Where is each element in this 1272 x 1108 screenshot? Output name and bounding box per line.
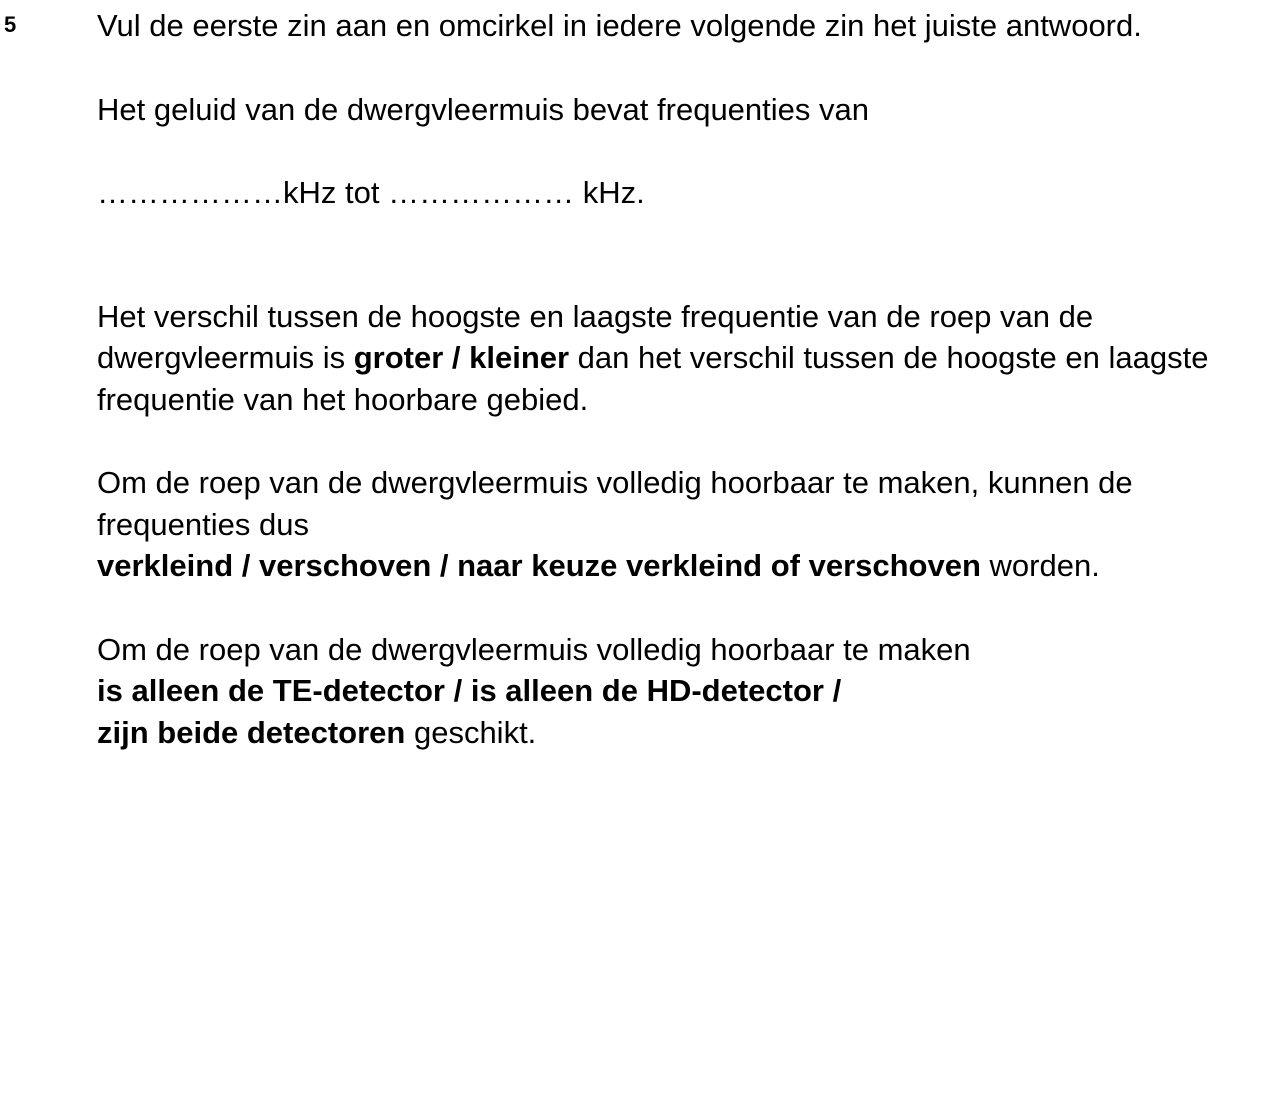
frequency-blanks-line <box>97 172 1257 214</box>
unit-text-high: kHz. <box>574 175 645 210</box>
sentence-detector <box>97 629 1257 754</box>
sentence-difference-end: dan het verschil tussen de hoogste en laagste frequentie van het hoorbare gebied. <box>97 340 1209 417</box>
unit-text-low: kHz tot <box>283 175 389 210</box>
choice-detector-line2[interactable]: zijn beide detectoren <box>97 714 406 750</box>
question-body <box>97 5 1257 753</box>
instruction-text: Vul de eerste zin aan en omcirkel in iedere volgende zin het juiste antwoord. <box>97 8 1142 43</box>
sentence-frequency-range: Het geluid van de dwergvleermuis bevat frequenties van <box>97 91 870 127</box>
sentence-difference <box>97 296 1257 421</box>
sentence-detector-start: Om de roep van de dwergvleermuis volledig hoorbaar te maken <box>97 631 971 667</box>
sentence-shift-start: Om de roep van de dwergvleermuis volledig hoorbaar te maken, kunnen de frequenties dus <box>97 465 1133 542</box>
sentence-detector-end: geschikt. <box>405 714 537 750</box>
question-number: 5 <box>4 12 17 37</box>
choice-verkleind-verschoven[interactable]: verkleind / verschoven / naar keuze verkleind of verschoven <box>97 548 981 583</box>
choice-groter-kleiner[interactable]: groter / kleiner <box>353 340 570 375</box>
answer-blank-high[interactable]: ……………… <box>388 175 575 210</box>
choice-detector-line1[interactable]: is alleen de TE-detector / is alleen de HD-detector / <box>97 673 842 708</box>
sentence-shift <box>97 462 1257 587</box>
sentence-shift-end: worden. <box>980 548 1100 583</box>
sentence-difference-start: Het verschil tussen de hoogste en laagste frequentie van de roep van de dwergvleermuis is <box>97 298 1094 375</box>
answer-blank-low[interactable]: ……………… <box>97 175 283 210</box>
